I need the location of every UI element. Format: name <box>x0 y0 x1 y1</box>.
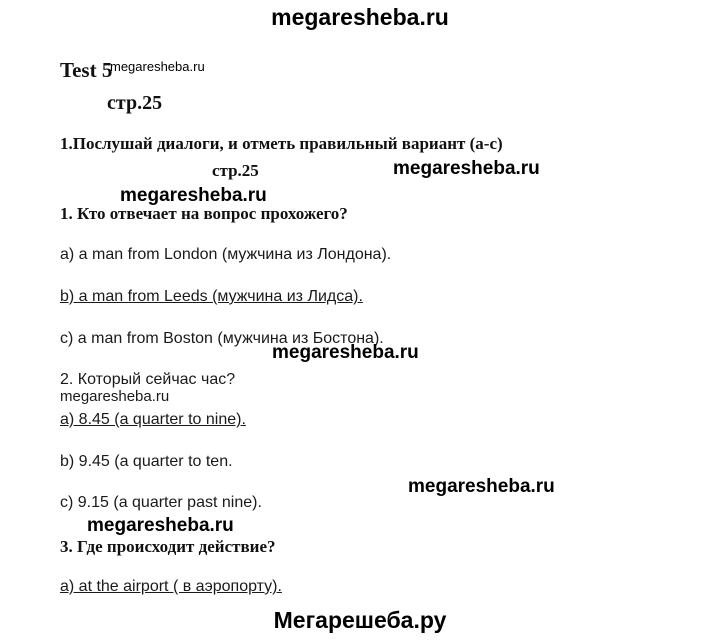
watermark-inline: megaresheba.ru <box>393 158 540 179</box>
option-1a: a) a man from London (мужчина из Лондона). <box>60 246 392 263</box>
watermark-top: megaresheba.ru <box>271 4 449 30</box>
watermark-plain: megaresheba.ru <box>60 388 170 405</box>
watermark-inline: megaresheba.ru <box>87 515 234 536</box>
watermark-small: megaresheba.ru <box>110 59 205 74</box>
page-reference-2: стр.25 <box>212 161 259 180</box>
question-3: 3. Где происходит действие? <box>60 537 276 556</box>
watermark-inline: megaresheba.ru <box>408 476 555 497</box>
question-2: 2. Который сейчас час? <box>60 371 236 388</box>
option-1c: c) a man from Boston (мужчина из Бостона). <box>60 330 384 347</box>
option-2c: c) 9.15 (a quarter past nine). <box>60 494 262 511</box>
page-reference: стр.25 <box>107 92 163 114</box>
watermark-bottom: Мегарешеба.ру <box>273 607 447 633</box>
task-heading: 1.Послушай диалоги, и отметь правильный вариант (а-с) <box>60 134 503 153</box>
question-1: 1. Кто отвечает на вопрос прохожего? <box>60 204 348 223</box>
watermark-inline: megaresheba.ru <box>120 185 267 206</box>
option-3a-answer: a) at the airport ( в аэропорту). <box>60 578 282 595</box>
watermark-inline: megaresheba.ru <box>272 342 419 363</box>
test-title: Test 5 <box>60 58 113 82</box>
option-2b: b) 9.45 (a quarter to ten. <box>60 453 233 470</box>
option-2a-answer: a) 8.45 (a quarter to nine). <box>60 411 246 428</box>
option-1b-answer: b) a man from Leeds (мужчина из Лидса). <box>60 288 363 305</box>
